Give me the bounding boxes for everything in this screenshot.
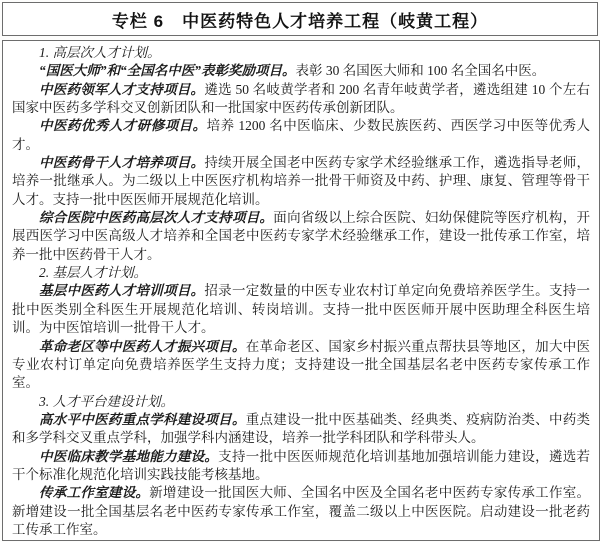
paragraph-text: 重点建设一批中医基础类、经典类、疫病防治类、中药类和多学科交叉重点学科，加强学科内涵建设，培养一批学科团队和学科带头人。 (12, 411, 591, 446)
section-1-heading: 1. 高层次人才计划。 (39, 45, 161, 60)
column-title: 专栏 6 中医药特色人才培养工程（岐黄工程） (111, 11, 489, 31)
paragraph-text: 表彰 30 名国医大师和 100 名全国名中医。 (295, 63, 546, 79)
paragraph-general-hospital (12, 209, 590, 264)
project-name: 革命老区等中医药人才振兴项目。 (39, 338, 246, 354)
project-name: 中医药骨干人才培养项目。 (39, 155, 205, 171)
section-3-heading: 3. 人才平台建设计划。 (39, 393, 174, 409)
column-title-box (2, 2, 598, 36)
paragraph-text: 培养 1200 名中医临床、少数民族医药、西医学习中医等优秀人才。 (12, 118, 591, 152)
paragraph-text: 面向省级以上综合医院、妇幼保健院等医疗机构，开展西医学习中医高级人才培养和全国老中医药专家学术经验继承工作，建设一批传承工作室，培养一批中医药骨干人才。 (12, 210, 591, 262)
paragraph-text: 遴选 50 名岐黄学者和 200 名青年岐黄学者，遴选组建 10 个左右国家中医药多学科交叉创新团队和一批国家中医药传承创新团队。 (12, 81, 591, 116)
project-name: 中医临床教学基地能力建设。 (39, 448, 219, 464)
project-name: 中医药领军人才支持项目。 (39, 81, 205, 97)
paragraph-clinical-teaching-base (12, 448, 590, 485)
paragraph-grassroots-training (12, 282, 590, 337)
project-name: 综合医院中医药高层次人才支持项目。 (39, 210, 274, 226)
paragraph-text: 在革命老区、国家乡村振兴重点帮扶县等地区，加大中医专业农村订单定向免费培养医学生支持力度；支持建设一批全国基层名老中医药专家传承工作室。 (12, 338, 591, 391)
paragraph-key-discipline (12, 411, 590, 448)
column-body-box (2, 40, 600, 541)
section-2-heading: 2. 基层人才计划。 (39, 265, 147, 281)
paragraph-text: 新增建设一批国医大师、全国名中医及全国名老中医药专家传承工作室。新增建设一批全国基层名老中医药专家传承工作室，覆盖二级以上中医医院。启动建设一批老药工传承工作室。 (12, 485, 591, 537)
paragraph-text: 持续开展全国老中医药专家学术经验继承工作，遴选指导老师，培养一批继承人。为二级以上中医医疗机构培养一批骨干师资及中药、护理、康复、管理等骨干人才。支持一批中医医师开展规范化培训。 (12, 155, 591, 207)
paragraph-inheritance-studio (12, 484, 590, 539)
project-name: 中医药优秀人才研修项目。 (39, 118, 207, 134)
paragraph-backbone-talent (12, 154, 590, 209)
project-name: 基层中医药人才培训项目。 (39, 283, 205, 299)
paragraph-excellent-talent (12, 117, 590, 154)
paragraph-text: 招录一定数量的中医专业农村订单定向免费培养医学生。支持一批中医类别全科医生开展规范化培训、转岗培训。支持一批中医医师开展中医助理全科医生培训。为中医馆培训一批骨干人才。 (12, 283, 591, 336)
paragraph-text: 支持一批中医医师规范化培训基地加强培训能力建设，遴选若干个标准化规范化培训实践技能考核基地。 (12, 448, 591, 482)
project-name: 传承工作室建设。 (39, 485, 150, 501)
paragraph-old-revolutionary-areas (12, 338, 590, 393)
project-name: 高水平中医药重点学科建设项目。 (39, 411, 246, 427)
paragraph-leading-talent (12, 81, 590, 118)
project-name: “国医大师”和“全国名中医”表彰奖励项目。 (39, 63, 296, 79)
paragraph-award-project (12, 62, 590, 80)
